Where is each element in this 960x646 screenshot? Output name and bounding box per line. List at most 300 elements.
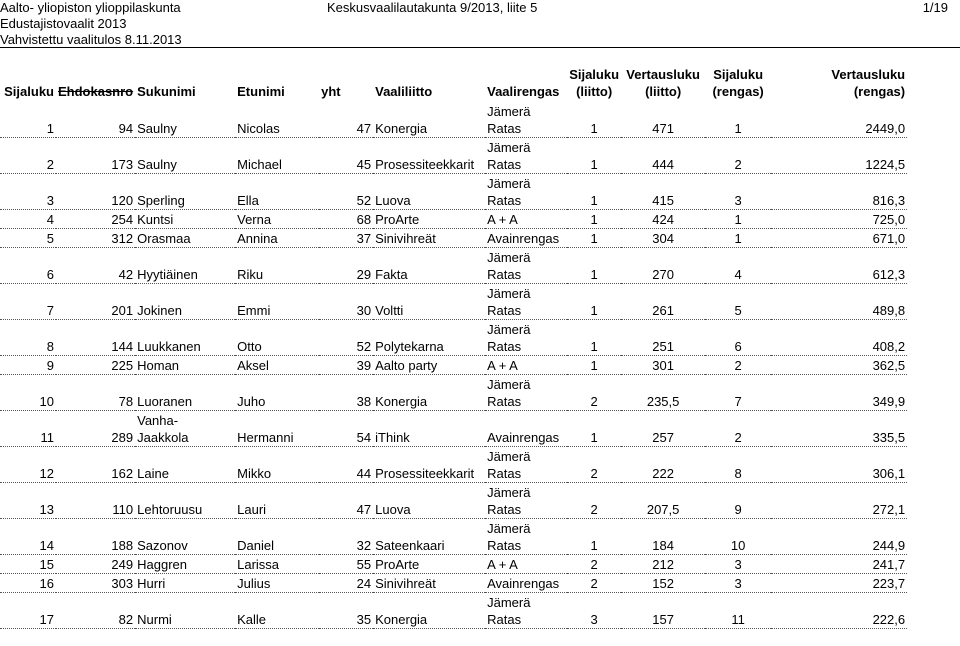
rank-ring-value: 7	[734, 394, 742, 409]
total-value: 39	[356, 358, 372, 373]
cell-candidate-number	[56, 483, 135, 519]
cell-ring	[485, 375, 567, 411]
rank-value: 10	[39, 394, 54, 409]
firstname-value: Ella	[237, 193, 259, 208]
cell-comp-ring	[771, 356, 907, 375]
cell-surname	[135, 174, 235, 210]
ring-value: A + A	[487, 557, 518, 572]
cell-rank	[0, 174, 56, 210]
firstname-value: Daniel	[237, 538, 274, 553]
rank-value: 15	[39, 557, 54, 572]
ring-line2: Ratas	[487, 612, 522, 627]
cell-comp-alliance	[621, 248, 705, 284]
rank-alliance-value: 1	[590, 157, 598, 172]
cell-comp-alliance	[621, 356, 705, 375]
comp-alliance-value: 157	[652, 612, 674, 627]
alliance-value: Prosessiteekkarit	[375, 157, 475, 172]
cell-candidate-number	[56, 210, 135, 229]
cell-surname	[135, 320, 235, 356]
firstname-value: Emmi	[237, 303, 271, 318]
cell-firstname	[235, 229, 319, 248]
cell-firstname	[235, 375, 319, 411]
firstname-value: Riku	[237, 267, 264, 282]
ring-line2: Ratas	[487, 394, 522, 409]
rank-alliance-value: 1	[590, 358, 598, 373]
cell-rank-alliance	[567, 555, 621, 574]
cell-candidate-number	[56, 356, 135, 375]
comp-ring-value: 223,7	[872, 576, 906, 591]
surname-value: Orasmaa	[137, 231, 191, 246]
rank-alliance-value: 1	[590, 193, 598, 208]
cell-rank	[0, 574, 56, 593]
cell-rank	[0, 284, 56, 320]
cell-total	[319, 574, 373, 593]
cell-total	[319, 375, 373, 411]
total-value: 45	[356, 157, 372, 172]
comp-ring-value: 362,5	[872, 358, 906, 373]
table-row	[0, 593, 907, 629]
total-value: 35	[356, 612, 372, 627]
alliance-value: Sinivihreät	[375, 576, 436, 591]
surname-value: Saulny	[137, 121, 177, 136]
surname-value: Saulny	[137, 157, 177, 172]
cell-rank	[0, 483, 56, 519]
comp-ring-value: 2449,0	[865, 121, 906, 136]
cell-rank-alliance	[567, 102, 621, 138]
election-name: Edustajistovaalit 2013	[0, 16, 127, 31]
surname-value: Luoranen	[137, 394, 193, 409]
rank-ring-value: 11	[731, 612, 745, 627]
table-header-row	[0, 62, 907, 102]
cell-total	[319, 284, 373, 320]
firstname-value: Aksel	[237, 358, 269, 373]
cell-rank-ring	[705, 483, 771, 519]
ring-line1: Jämerä	[487, 485, 531, 500]
cell-ring	[485, 210, 567, 229]
cell-alliance	[373, 411, 485, 447]
cell-rank-alliance	[567, 447, 621, 483]
total-value: 55	[356, 557, 372, 572]
col-comp-ring-line1: Vertausluku	[831, 67, 906, 82]
col-rank: Sijaluku	[4, 84, 54, 99]
document-header-left	[0, 0, 182, 48]
col-rank-ring-line1: Sijaluku	[713, 67, 764, 82]
cell-total	[319, 356, 373, 375]
cell-candidate-number	[56, 593, 135, 629]
alliance-value: iThink	[375, 430, 410, 445]
total-value: 30	[356, 303, 372, 318]
cell-rank-ring	[705, 138, 771, 174]
rank-value: 9	[46, 358, 54, 373]
alliance-value: Fakta	[375, 267, 408, 282]
cell-rank-alliance	[567, 174, 621, 210]
cell-candidate-number	[56, 519, 135, 555]
rank-value: 2	[46, 157, 54, 172]
ring-value: Avainrengas	[487, 231, 560, 246]
table-row	[0, 447, 907, 483]
ring-line2: Ratas	[487, 193, 522, 208]
organization-name: Aalto- yliopiston ylioppilaskunta	[0, 0, 181, 15]
cell-total	[319, 593, 373, 629]
col-rank-ring-line2: (rengas)	[712, 84, 764, 99]
cell-comp-ring	[771, 210, 907, 229]
comp-ring-value: 244,9	[872, 538, 906, 553]
cell-comp-alliance	[621, 229, 705, 248]
cell-ring	[485, 174, 567, 210]
surname-line2: Jaakkola	[137, 430, 189, 445]
firstname-value: Annina	[237, 231, 278, 246]
ring-line1: Jämerä	[487, 140, 531, 155]
cell-rank	[0, 519, 56, 555]
cell-comp-alliance	[621, 320, 705, 356]
cell-rank	[0, 210, 56, 229]
cell-ring	[485, 593, 567, 629]
cell-comp-ring	[771, 555, 907, 574]
col-rank-alliance-line1: Sijaluku	[569, 67, 620, 82]
cell-comp-ring	[771, 248, 907, 284]
cell-comp-ring	[771, 519, 907, 555]
cell-ring	[485, 102, 567, 138]
alliance-value: Konergia	[375, 121, 428, 136]
rank-ring-value: 2	[734, 358, 742, 373]
cell-candidate-number	[56, 229, 135, 248]
cell-surname	[135, 138, 235, 174]
cell-comp-alliance	[621, 483, 705, 519]
cell-alliance	[373, 320, 485, 356]
comp-alliance-value: 207,5	[646, 502, 680, 517]
comp-ring-value: 349,9	[872, 394, 906, 409]
cell-ring	[485, 411, 567, 447]
confirmed-result-label: Vahvistettu vaalitulos 8.11.2013	[0, 32, 182, 47]
total-value: 24	[356, 576, 372, 591]
rank-ring-value: 6	[734, 339, 742, 354]
cell-total	[319, 320, 373, 356]
cell-comp-alliance	[621, 375, 705, 411]
rank-alliance-value: 3	[590, 612, 598, 627]
cell-candidate-number	[56, 411, 135, 447]
rank-alliance-value: 1	[590, 212, 598, 227]
cell-alliance	[373, 375, 485, 411]
cell-total	[319, 555, 373, 574]
candidate-number-value: 249	[111, 557, 134, 572]
candidate-number-value: 78	[118, 394, 134, 409]
ring-value: Avainrengas	[487, 576, 560, 591]
rank-ring-value: 2	[734, 157, 742, 172]
cell-firstname	[235, 593, 319, 629]
cell-alliance	[373, 593, 485, 629]
cell-comp-alliance	[621, 102, 705, 138]
rank-alliance-value: 1	[590, 339, 598, 354]
rank-ring-value: 1	[734, 231, 742, 246]
cell-alliance	[373, 555, 485, 574]
alliance-value: Luova	[375, 502, 411, 517]
cell-candidate-number	[56, 320, 135, 356]
candidate-number-value: 94	[118, 121, 134, 136]
table-row	[0, 102, 907, 138]
ring-line1: Jämerä	[487, 104, 531, 119]
table-row	[0, 375, 907, 411]
total-value: 37	[356, 231, 372, 246]
comp-ring-value: 241,7	[872, 557, 906, 572]
comp-ring-value: 335,5	[872, 430, 906, 445]
col-surname: Sukunimi	[137, 84, 196, 99]
comp-alliance-value: 424	[652, 212, 674, 227]
cell-comp-ring	[771, 320, 907, 356]
rank-ring-value: 3	[734, 193, 742, 208]
cell-rank-ring	[705, 593, 771, 629]
cell-total	[319, 411, 373, 447]
cell-rank-ring	[705, 519, 771, 555]
cell-rank-alliance	[567, 483, 621, 519]
cell-alliance	[373, 519, 485, 555]
cell-comp-ring	[771, 102, 907, 138]
results-body	[0, 102, 907, 629]
cell-rank	[0, 411, 56, 447]
cell-ring	[485, 320, 567, 356]
cell-rank	[0, 320, 56, 356]
candidate-number-value: 144	[111, 339, 134, 354]
cell-comp-ring	[771, 174, 907, 210]
alliance-value: Voltti	[375, 303, 404, 318]
total-value: 47	[356, 502, 372, 517]
cell-candidate-number	[56, 248, 135, 284]
cell-comp-ring	[771, 593, 907, 629]
alliance-value: Konergia	[375, 612, 428, 627]
cell-surname	[135, 284, 235, 320]
cell-surname	[135, 375, 235, 411]
rank-ring-value: 4	[734, 267, 742, 282]
cell-firstname	[235, 138, 319, 174]
comp-ring-value: 489,8	[872, 303, 906, 318]
ring-line1: Jämerä	[487, 595, 531, 610]
table-row	[0, 248, 907, 284]
total-value: 29	[356, 267, 372, 282]
ring-value: A + A	[487, 358, 518, 373]
candidate-number-value: 225	[111, 358, 134, 373]
ring-line1: Jämerä	[487, 250, 531, 265]
firstname-value: Kalle	[237, 612, 267, 627]
cell-alliance	[373, 248, 485, 284]
table-row	[0, 284, 907, 320]
ring-line1: Jämerä	[487, 521, 531, 536]
table-row	[0, 229, 907, 248]
ring-line1: Jämerä	[487, 322, 531, 337]
cell-rank	[0, 356, 56, 375]
firstname-value: Julius	[237, 576, 271, 591]
col-comp-alliance-line1: Vertausluku	[626, 67, 700, 82]
cell-alliance	[373, 356, 485, 375]
cell-firstname	[235, 519, 319, 555]
rank-alliance-value: 1	[590, 231, 598, 246]
cell-comp-ring	[771, 284, 907, 320]
cell-ring	[485, 248, 567, 284]
comp-alliance-value: 235,5	[646, 394, 680, 409]
rank-value: 7	[46, 303, 54, 318]
cell-firstname	[235, 174, 319, 210]
cell-rank-alliance	[567, 138, 621, 174]
rank-value: 5	[46, 231, 54, 246]
cell-firstname	[235, 356, 319, 375]
ring-line1: Jämerä	[487, 286, 531, 301]
total-value: 52	[356, 339, 372, 354]
alliance-value: Aalto party	[375, 358, 438, 373]
ring-line2: Ratas	[487, 466, 522, 481]
rank-alliance-value: 1	[590, 430, 598, 445]
comp-alliance-value: 184	[652, 538, 674, 553]
rank-ring-value: 3	[734, 557, 742, 572]
comp-ring-value: 306,1	[872, 466, 906, 481]
ring-line2: Ratas	[487, 121, 522, 136]
cell-rank-alliance	[567, 356, 621, 375]
cell-comp-alliance	[621, 138, 705, 174]
table-row	[0, 174, 907, 210]
cell-total	[319, 229, 373, 248]
cell-comp-alliance	[621, 210, 705, 229]
cell-rank-ring	[705, 447, 771, 483]
rank-alliance-value: 2	[590, 502, 598, 517]
rank-ring-value: 2	[734, 430, 742, 445]
cell-firstname	[235, 210, 319, 229]
cell-ring	[485, 229, 567, 248]
cell-ring	[485, 284, 567, 320]
cell-surname	[135, 248, 235, 284]
total-value: 54	[356, 430, 372, 445]
firstname-value: Larissa	[237, 557, 280, 572]
surname-value: Hurri	[137, 576, 166, 591]
cell-comp-alliance	[621, 555, 705, 574]
cell-comp-alliance	[621, 447, 705, 483]
cell-surname	[135, 593, 235, 629]
surname-value: Sazonov	[137, 538, 188, 553]
cell-comp-ring	[771, 375, 907, 411]
cell-rank-ring	[705, 411, 771, 447]
cell-ring	[485, 555, 567, 574]
cell-total	[319, 210, 373, 229]
cell-comp-ring	[771, 483, 907, 519]
comp-alliance-value: 304	[652, 231, 674, 246]
rank-ring-value: 9	[734, 502, 742, 517]
surname-value: Homan	[137, 358, 180, 373]
surname-value: Luukkanen	[137, 339, 201, 354]
surname-value: Lehtoruusu	[137, 502, 203, 517]
cell-rank-alliance	[567, 519, 621, 555]
surname-value: Nurmi	[137, 612, 172, 627]
rank-ring-value: 10	[730, 538, 746, 553]
alliance-value: ProArte	[375, 557, 420, 572]
candidate-number-value: 188	[111, 538, 134, 553]
comp-alliance-value: 415	[652, 193, 674, 208]
rank-value: 6	[46, 267, 54, 282]
cell-comp-alliance	[621, 574, 705, 593]
comp-alliance-value: 257	[652, 430, 674, 445]
col-firstname: Etunimi	[237, 84, 285, 99]
cell-alliance	[373, 102, 485, 138]
cell-rank-alliance	[567, 593, 621, 629]
rank-alliance-value: 2	[590, 576, 598, 591]
cell-total	[319, 483, 373, 519]
cell-candidate-number	[56, 284, 135, 320]
rank-alliance-value: 2	[590, 466, 598, 481]
rank-value: 8	[46, 339, 54, 354]
cell-candidate-number	[56, 375, 135, 411]
col-rank-alliance	[567, 62, 621, 102]
ring-line2: Ratas	[487, 303, 522, 318]
cell-surname	[135, 229, 235, 248]
table-row	[0, 555, 907, 574]
surname-line1: Vanha-	[137, 413, 179, 428]
comp-ring-value: 1224,5	[865, 157, 906, 172]
ring-line2: Ratas	[487, 538, 522, 553]
cell-rank-ring	[705, 320, 771, 356]
cell-rank-ring	[705, 574, 771, 593]
comp-alliance-value: 301	[652, 358, 674, 373]
cell-rank-alliance	[567, 248, 621, 284]
cell-rank	[0, 248, 56, 284]
col-comp-alliance-line2: (liitto)	[645, 84, 682, 99]
rank-alliance-value: 1	[590, 121, 598, 136]
firstname-value: Verna	[237, 212, 272, 227]
cell-rank-alliance	[567, 229, 621, 248]
cell-candidate-number	[56, 447, 135, 483]
cell-alliance	[373, 138, 485, 174]
cell-alliance	[373, 284, 485, 320]
col-ring: Vaalirengas	[487, 84, 560, 99]
candidate-number-value: 289	[111, 430, 134, 445]
cell-candidate-number	[56, 574, 135, 593]
rank-alliance-value: 2	[590, 394, 598, 409]
cell-total	[319, 102, 373, 138]
firstname-value: Nicolas	[237, 121, 280, 136]
cell-surname	[135, 447, 235, 483]
rank-ring-value: 8	[734, 466, 742, 481]
comp-ring-value: 725,0	[872, 212, 906, 227]
rank-alliance-value: 1	[590, 267, 598, 282]
cell-firstname	[235, 447, 319, 483]
col-comp-ring	[771, 62, 907, 102]
col-candidate-number	[56, 62, 135, 102]
cell-comp-ring	[771, 138, 907, 174]
total-value: 44	[356, 466, 372, 481]
cell-rank-ring	[705, 375, 771, 411]
col-candidate-number-label: Ehdokasnro	[58, 84, 134, 99]
rank-ring-value: 3	[734, 576, 742, 591]
rank-value: 11	[40, 430, 54, 445]
rank-value: 12	[39, 466, 54, 481]
candidate-number-value: 173	[111, 157, 134, 172]
cell-rank	[0, 555, 56, 574]
cell-ring	[485, 519, 567, 555]
candidate-number-value: 110	[112, 502, 134, 517]
page-number: 1/19	[922, 0, 948, 15]
rank-alliance-value: 1	[590, 538, 598, 553]
cell-firstname	[235, 574, 319, 593]
comp-alliance-value: 261	[652, 303, 674, 318]
total-value: 68	[356, 212, 372, 227]
cell-rank	[0, 375, 56, 411]
cell-rank-ring	[705, 555, 771, 574]
cell-firstname	[235, 102, 319, 138]
firstname-value: Michael	[237, 157, 282, 172]
cell-ring	[485, 356, 567, 375]
cell-comp-ring	[771, 574, 907, 593]
cell-rank-ring	[705, 210, 771, 229]
cell-candidate-number	[56, 555, 135, 574]
rank-value: 16	[39, 576, 54, 591]
cell-rank-alliance	[567, 284, 621, 320]
cell-firstname	[235, 483, 319, 519]
cell-surname	[135, 519, 235, 555]
comp-ring-value: 272,1	[872, 502, 906, 517]
